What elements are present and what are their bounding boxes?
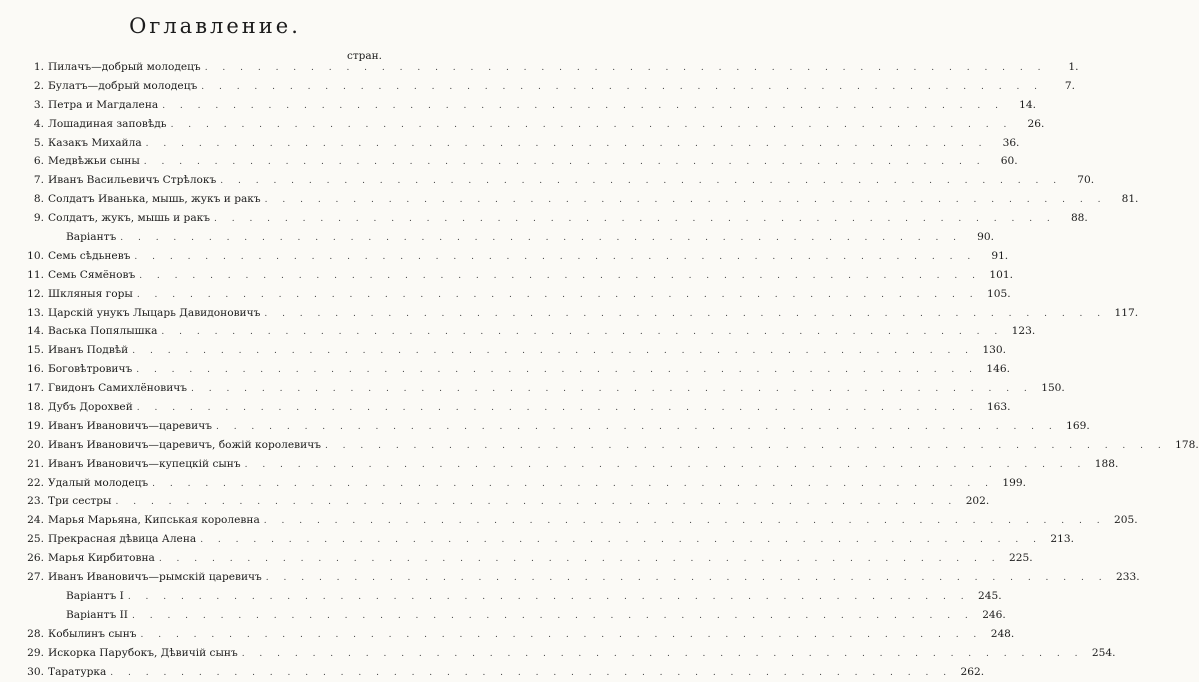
entry-page: 36. [991, 134, 1019, 153]
toc-entry [22, 530, 408, 549]
entry-page: 60. [990, 152, 1018, 171]
entry-title: Иванъ Ивановичъ—рымскій царевичъ [44, 568, 262, 587]
entry-title: Искорка Парубокъ, Дѣвичій сынъ [44, 644, 238, 663]
entry-title: Марья Кирбитовна [44, 549, 155, 568]
entry-page: 262. [956, 663, 984, 682]
entry-page: 245. [974, 587, 1002, 606]
entry-title: Варіантъ [44, 228, 116, 247]
entry-title: Прекрасная дѣвица Алена [44, 530, 196, 549]
dot-leader [265, 191, 1107, 210]
entry-page: 233. [1112, 568, 1140, 587]
entry-number: 8. [22, 190, 44, 209]
dot-leader [132, 342, 974, 361]
dot-leader [191, 380, 1033, 399]
toc-entry [22, 606, 408, 625]
toc-entry [22, 322, 408, 341]
entry-page: 7. [1047, 77, 1075, 96]
dot-leader [146, 135, 988, 154]
dot-leader [245, 456, 1087, 475]
dot-leader [205, 59, 1047, 78]
entry-title: Иванъ Ивановичъ—царевичъ, божій королевичъ [44, 436, 321, 455]
entry-number: 28. [22, 625, 44, 644]
entry-number: 15. [22, 341, 44, 360]
entry-number: 11. [22, 266, 44, 285]
dot-leader [214, 210, 1056, 229]
dot-leader [216, 418, 1058, 437]
entry-page: 169. [1062, 417, 1090, 436]
dot-leader [220, 172, 1062, 191]
entry-title: Семь Сямёновъ [44, 266, 135, 285]
entry-page: 101. [985, 266, 1013, 285]
entry-page: 123. [1007, 322, 1035, 341]
toc-entry [22, 549, 408, 568]
toc-entry [22, 209, 408, 228]
dot-leader [116, 493, 958, 512]
toc-page [0, 0, 436, 637]
dot-leader [264, 512, 1106, 531]
dot-leader [152, 475, 994, 494]
entry-title: Петра и Магдалена [44, 96, 158, 115]
entry-title: Солдатъ, жукъ, мышь и ракъ [44, 209, 210, 228]
entry-number: 20. [22, 436, 44, 455]
entry-title: Варіантъ I [44, 587, 124, 606]
entry-title: Удалый молодецъ [44, 474, 148, 493]
toc-entry [22, 474, 408, 493]
entry-number: 3. [22, 96, 44, 115]
toc-entry [22, 304, 408, 323]
entry-page: 90. [966, 228, 994, 247]
entry-number: 1. [22, 58, 44, 77]
entry-number: 21. [22, 455, 44, 474]
toc-entry [22, 247, 408, 266]
entry-number: 18. [22, 398, 44, 417]
toc-entry [22, 77, 408, 96]
entry-number: 16. [22, 360, 44, 379]
dot-leader [161, 323, 1003, 342]
entry-title: Пилачъ—добрый молодецъ [44, 58, 201, 77]
entry-number: 2. [22, 77, 44, 96]
entry-title: Васька Попялышка [44, 322, 157, 341]
entry-page: 202. [961, 492, 989, 511]
toc-entry [22, 171, 408, 190]
entry-page: 146. [982, 360, 1010, 379]
entry-page: 14. [1008, 96, 1036, 115]
entry-page: 178. [1171, 436, 1199, 455]
toc-entry [22, 115, 408, 134]
dot-leader [136, 361, 978, 380]
entry-number: 22. [22, 474, 44, 493]
entry-number: 5. [22, 134, 44, 153]
entry-title: Дубъ Дорохвей [44, 398, 133, 417]
toc-entry [22, 360, 408, 379]
toc-entry [22, 417, 408, 436]
entry-title: Варіантъ II [44, 606, 128, 625]
entry-title: Иванъ Ивановичъ—купецкій сынъ [44, 455, 241, 474]
entry-number: 26. [22, 549, 44, 568]
entry-title: Три сестры [44, 492, 112, 511]
entry-page: 246. [978, 606, 1006, 625]
entry-number: 14. [22, 322, 44, 341]
toc-entry [22, 663, 408, 682]
dot-leader [141, 626, 983, 645]
entry-title: Царскій унукъ Лыцарь Давидоновичъ [44, 304, 260, 323]
toc-entry [22, 511, 408, 530]
entry-title: Кобылинъ сынъ [44, 625, 137, 644]
toc-entry [22, 587, 408, 606]
entry-number: 27. [22, 568, 44, 587]
toc-list [22, 58, 408, 681]
entry-number: 9. [22, 209, 44, 228]
entry-number: 24. [22, 511, 44, 530]
dot-leader [134, 248, 976, 267]
entry-page: 70. [1066, 171, 1094, 190]
dot-leader [137, 399, 979, 418]
entry-number: 13. [22, 304, 44, 323]
entry-page: 150. [1037, 379, 1065, 398]
entry-page: 199. [998, 474, 1026, 493]
entry-page: 225. [1005, 549, 1033, 568]
entry-title: Лошадиная заповѣдь [44, 115, 167, 134]
entry-page: 130. [978, 341, 1006, 360]
toc-entry [22, 568, 408, 587]
entry-title: Семь сѣдьневъ [44, 247, 130, 266]
toc-entry [22, 152, 408, 171]
entry-number: 12. [22, 285, 44, 304]
entry-page: 26. [1016, 115, 1044, 134]
entry-page: 254. [1087, 644, 1115, 663]
dot-leader [110, 664, 952, 682]
entry-number: 19. [22, 417, 44, 436]
entry-page: 205. [1110, 511, 1138, 530]
dot-leader [200, 531, 1042, 550]
entry-title: Марья Марьяна, Кипськая королевна [44, 511, 260, 530]
entry-page: 248. [986, 625, 1014, 644]
entry-page: 117. [1110, 304, 1138, 323]
entry-title: Таратурка [44, 663, 106, 682]
entry-title: Солдатъ Иванька, мышь, жукъ и ракъ [44, 190, 261, 209]
entry-title: Иванъ Ивановичъ—царевичъ [44, 417, 212, 436]
dot-leader [201, 78, 1043, 97]
entry-page: 213. [1046, 530, 1074, 549]
entry-title: Шкляныя горы [44, 285, 133, 304]
entry-title: Иванъ Подвѣй [44, 341, 128, 360]
dot-leader [171, 116, 1013, 135]
toc-entry [22, 228, 408, 247]
page-column-header: стран. [347, 50, 382, 62]
toc-entry [22, 285, 408, 304]
entry-number: 25. [22, 530, 44, 549]
dot-leader [264, 305, 1106, 324]
entry-number: 17. [22, 379, 44, 398]
dot-leader [162, 97, 1004, 116]
entry-title: Булатъ—добрый молодецъ [44, 77, 197, 96]
entry-page: 163. [983, 398, 1011, 417]
entry-page: 105. [983, 285, 1011, 304]
toc-entry [22, 455, 408, 474]
dot-leader [139, 267, 981, 286]
entry-title: Медвѣжьи сыны [44, 152, 140, 171]
entry-number: 4. [22, 115, 44, 134]
entry-number: 30. [22, 663, 44, 682]
toc-entry [22, 398, 408, 417]
entry-page: 188. [1090, 455, 1118, 474]
dot-leader [132, 607, 974, 626]
dot-leader [325, 437, 1167, 456]
entry-page: 91. [980, 247, 1008, 266]
toc-entry [22, 266, 408, 285]
toc-entry [22, 492, 408, 511]
toc-entry [22, 341, 408, 360]
dot-leader [144, 153, 986, 172]
dot-leader [266, 569, 1108, 588]
entry-number: 29. [22, 644, 44, 663]
toc-entry [22, 436, 408, 455]
toc-entry [22, 625, 408, 644]
entry-number: 23. [22, 492, 44, 511]
entry-number: 7. [22, 171, 44, 190]
dot-leader [242, 645, 1084, 664]
entry-title: Боговѣтровичъ [44, 360, 132, 379]
entry-page: 88. [1060, 209, 1088, 228]
dot-leader [120, 229, 962, 248]
entry-title: Казакъ Михайла [44, 134, 142, 153]
toc-entry [22, 134, 408, 153]
entry-page: 1. [1050, 58, 1078, 77]
entry-number: 6. [22, 152, 44, 171]
toc-entry [22, 644, 408, 663]
dot-leader [128, 588, 970, 607]
toc-entry [22, 96, 408, 115]
entry-number: 10. [22, 247, 44, 266]
page-title: Оглавление. [22, 14, 408, 38]
toc-entry [22, 379, 408, 398]
entry-title: Гвидонъ Самихлёновичъ [44, 379, 187, 398]
entry-title: Иванъ Васильевичъ Стрѣлокъ [44, 171, 216, 190]
entry-page: 81. [1110, 190, 1138, 209]
dot-leader [159, 550, 1001, 569]
toc-entry [22, 190, 408, 209]
dot-leader [137, 286, 979, 305]
